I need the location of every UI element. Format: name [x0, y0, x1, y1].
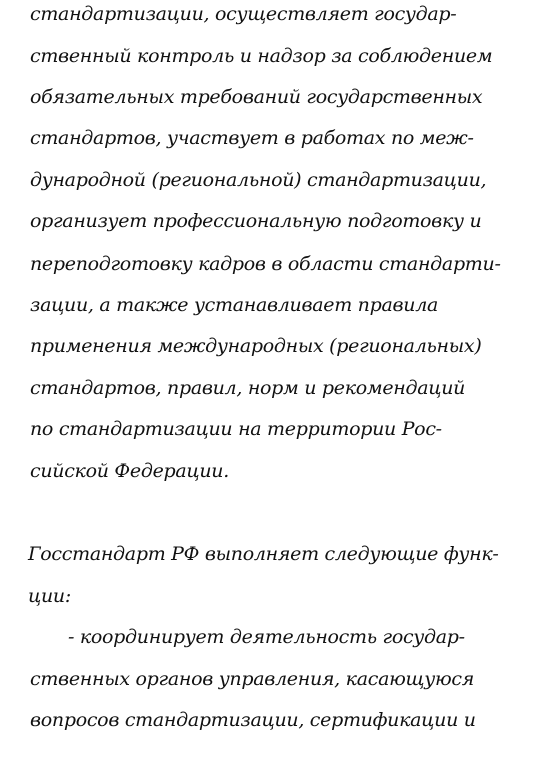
text-line: - координирует деятельность государ- — [68, 626, 465, 648]
text-line: организует профессиональную подготовку и — [30, 210, 482, 232]
text-line: переподготовку кадров в области стандарти- — [30, 253, 501, 275]
text-line: дународной (региональной) стандартизации, — [30, 169, 487, 191]
text-line: ственный контроль и надзор за соблюдением — [30, 45, 493, 67]
text-line: ственных органов управления, касающуюся — [30, 668, 475, 690]
text-line: применения международных (региональных) — [30, 335, 482, 357]
text-line: зации, а также устанавливает правила — [30, 294, 439, 316]
text-line: обязательных требований государственных — [30, 86, 483, 108]
text-line: по стандартизации на территории Рос- — [30, 418, 442, 440]
text-line: стандартизации, осуществляет государ- — [30, 3, 457, 25]
text-line: стандартов, участвует в работах по меж- — [30, 127, 474, 149]
text-line: сийской Федерации. — [30, 460, 229, 482]
text-line: стандартов, правил, норм и рекомендаций — [30, 377, 466, 399]
text-line: вопросов стандартизации, сертификации и — [30, 709, 476, 731]
text-line: Госстандарт РФ выполняет следующие функ- — [28, 543, 499, 565]
text-line: ции: — [28, 585, 71, 607]
